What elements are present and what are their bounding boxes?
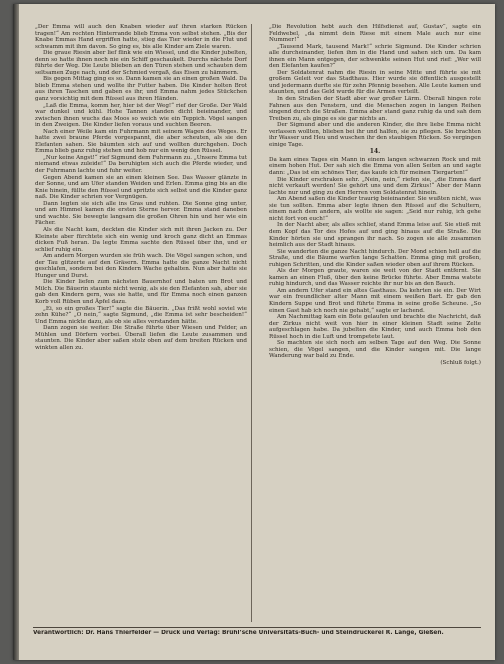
paragraph: So machten sie sich noch am selben Tage auf den Weg. Die Sonne schien, die Vögel sangen, und die Kinder sangen mit. Die lange Wanderung war bald zu Ende. (269, 340, 481, 360)
paragraph: Am andern Ufer stand ein altes Gasthaus. Da kehrten sie ein. Der Wirt war ein freundlicher alter Mann mit einem weißen Bart. Er gab den Kindern Suppe und Brot und führte Emma in seine große Scheune. „So einen Gast hab ich noch nie gehabt,“ sagte er lachend. (269, 287, 481, 314)
paragraph: „Der Emma will auch den Knaben wieder auf ihren starken Rücken tragen!“ Am rechten Hinterrande blieb Emma von selbst stehen. „Bis der Knabe Emmas Hand ergriffen hatte, stieg das Tier wieder in die Flut und schwamm mit ihm davon. So ging es, bis alle Kinder am Ziele waren. (35, 24, 247, 50)
paragraph: Da kam eines Tages ein Mann in einem langen schwarzen Rock und mit einem hohen Hut. Der sah sich die Emma von allen Seiten an und sagte dann: „Das ist ein schönes Tier, das kaufe ich für meinen Tiergarten!“ (269, 156, 481, 177)
paragraph: Am andern Morgen wurden sie früh wach. Die Vögel sangen schon, und der Tau glitzerte auf den Gräsern. Emma hatte die ganze Nacht nicht geschlafen, sondern bei den Kindern Wache gehalten. Nun aber hatte sie Hunger und Durst. (35, 253, 247, 279)
footer-rule (33, 627, 481, 628)
paragraph: In den Straßen der Stadt aber war großer Lärm. Überall hingen rote Fahnen aus den Fenstern, und die Menschen zogen in langen Reihen singend durch die Straßen. Emma aber stand ganz ruhig da und sah dem Treiben zu, als ginge es sie gar nichts an. (269, 96, 481, 122)
left-column (35, 24, 247, 622)
paragraph: „Nur keine Angst!“ rief Sigmund dem Fuhrmann zu. „Unsere Emma tut niemand etwas zuleide!“ Da beruhigten sich auch die Pferde wieder, und der Fuhrmann lachte und fuhr weiter. (35, 154, 247, 175)
imprint-line: Verantwortlich: Dr. Hans Thierfelder — Druck und Verlag: Brühl’sche Universitäts-Buch- und Steindruckerei R. Lange, Gießen. (33, 630, 444, 636)
paragraph: Die Kinder liefen zum nächsten Bauernhof und baten um Brot und Milch. Die Bäuerin staunte nicht wenig, als sie den Elefanten sah, aber sie gab den Kindern gern, was sie hatte, und für Emma noch einen ganzen Korb voll Rüben und Äpfel dazu. (35, 279, 247, 305)
paragraph: Als der Morgen graute, waren sie weit von der Stadt entfernt. Sie kamen an einen Fluß, über den keine Brücke führte. Aber Emma watete ruhig hindurch, und das Wasser reichte ihr nur bis an den Bauch. (269, 268, 481, 288)
paragraph: „Tausend Mark, tausend Mark!“ schrie Sigmund. Die Kinder schrien alle durcheinander, liefen ihm in die Hand und sahen sich um. Da kam ihnen ein Mann entgegen, der schwenkte seinen Hut und rief: „Wer will den Elefanten kaufen?“ (269, 43, 481, 70)
paragraph: Der Sigmund aber und die anderen Kinder, die ihre liebe Emma nicht verlassen wollten, blieben bei ihr und halfen, sie zu pflegen. Sie brachten ihr Wasser und Heu und wuschen ihr den staubigen Rücken. So vergingen einige Tage. (269, 122, 481, 148)
paragraph: In der Nacht aber, als alles schlief, stand Emma leise auf. Sie stieß mit dem Kopf das Tor des Hofes auf und ging hinaus auf die Straße. Die Kinder hörten sie und sprangen ihr nach. So zogen sie alle zusammen heimlich aus der Stadt hinaus. (269, 222, 481, 249)
paragraph: Am Nachmittag kam ein Bote gelaufen und brachte die Nachricht, daß der Zirkus nicht weit von hier in einer kleinen Stadt seine Zelte aufgeschlagen habe. Da jubelten die Kinder, und auch Emma hob den Rüssel hoch in die Luft und trompetete laut. (269, 314, 481, 340)
paragraph: Die Kinder erschraken sehr. „Nein, nein,“ riefen sie, „die Emma darf nicht verkauft werden! Sie gehört uns und dem Zirkus!“ Aber der Mann lachte nur und ging zu den Herren vom Soldatenrat hinein. (269, 176, 481, 196)
paragraph: Als die Nacht kam, deckten die Kinder sich mit ihren Jacken zu. Der Kleinste aber fürchtete sich ein wenig und kroch ganz dicht an Emmas dicken Fuß heran. Da legte Emma sachte den Rüssel über ihn, und er schlief ruhig ein. (35, 226, 247, 253)
paragraph: Gegen Abend kamen sie an einen kleinen See. Das Wasser glänzte in der Sonne, und am Ufer standen Weiden und Erlen. Emma ging bis an die Knie hinein, füllte den Rüssel und spritzte sich selbst und die Kinder ganz naß. Die Kinder schrien vor Vergnügen. (35, 174, 247, 201)
binding-edge (13, 4, 19, 660)
paragraph: „Ei, so ein großes Tier!“ sagte die Bäuerin. „Das frißt wohl soviel wie zehn Kühe?“ „O nein,“ sagte Sigmund, „die Emma ist sehr bescheiden!“ Und Emma nickte dazu, als ob sie alles verstanden hätte. (35, 305, 247, 325)
paragraph: „Die Revolution hebt auch den Hilfsdienst auf, Gustav“, sagte ein Feldwebel, „da nimmt dein Riese mit einem Male auch nur eine Nummer!“ (269, 24, 481, 44)
paragraph: Sie wanderten die ganze Nacht hindurch. Der Mond schien hell auf die Straße, und die Bäume warfen lange Schatten. Emma ging mit großen, ruhigen Schritten, und die Kinder saßen wieder oben auf ihrem Rücken. (269, 248, 481, 268)
paragraph: Dann zogen sie weiter. Die Straße führte über Wiesen und Felder, an Mühlen und Dörfern vorbei. Überall liefen die Leute zusammen und staunten. Die Kinder aber saßen stolz oben auf dem breiten Rücken und winkten allen zu. (35, 325, 247, 351)
right-column (269, 24, 481, 622)
paragraph: Am Abend saßen die Kinder traurig beieinander. Sie wußten nicht, was sie tun sollten. Emma aber legte ihnen den Rüssel auf die Schultern, einem nach dem andern, als wollte sie sagen: „Seid nur ruhig, ich gehe nicht fort von euch!“ (269, 196, 481, 222)
paragraph: „Laß die Emma, komm her, hier ist der Weg!“ rief der Große. Der Wald war dunkel und kühl. Hohe Tannen standen dicht beieinander, und zwischen ihnen wuchs das Moos so weich wie ein Teppich. Vögel sangen in den Zweigen. Die Kinder liefen voraus und suchten Beeren. (35, 102, 247, 129)
paragraph: Dann legten sie sich alle ins Gras und ruhten. Die Sonne ging unter, und am Himmel kamen die ersten Sterne hervor. Emma stand daneben und wachte. Sie bewegte langsam die großen Ohren hin und her wie ein Fächer. (35, 200, 247, 227)
newspaper-page (13, 4, 495, 660)
paragraph: Die graue Riesin aber lief flink wie ein Wiesel, und die Kinder jubelten, denn so hatte ihnen noch nie ein Schiff geschaukelt. Durchs nächste Dorf führte der Weg. Die Leute blieben an den Türen stehen und schauten dem seltsamen Zuge nach, und der Schmied vergaß, das Eisen zu hämmern. (35, 50, 247, 76)
continuation-note: (Schluß folgt.) (440, 359, 481, 366)
chapter-heading: 14. (369, 148, 381, 156)
paragraph: Der Soldatenrat nahm die Riesin in seine Mitte und führte sie mit großem Geleit vor das Stadthaus. Hier wurde sie öffentlich ausgestellt und jedermann durfte sie für zehn Pfennig besehen. Alle Leute kamen und staunten, und das Geld wurde für die Armen verteilt. (269, 69, 481, 96)
text-columns (35, 24, 481, 622)
paragraph: Nach einer Weile kam ein Fuhrmann mit seinem Wagen des Weges. Er hatte zwei braune Pferde vorgespannt, die aber scheuten, als sie den Elefanten sahen. Sie bäumten sich auf und wollten durchgehen. Doch Emma blieb ganz ruhig stehen und hob nur ein wenig den Rüssel. (35, 128, 247, 155)
paragraph: Bis gegen Mittag ging es so. Dann kamen sie an einen großen Wald. Da blieb Emma stehen und wollte ihr Futter haben. Die Kinder holten Brot aus ihren Taschen und gaben es ihr, und Emma nahm jedes Stückchen ganz vorsichtig mit dem Rüssel aus ihren Händen. (35, 76, 247, 103)
column-divider (251, 24, 252, 622)
